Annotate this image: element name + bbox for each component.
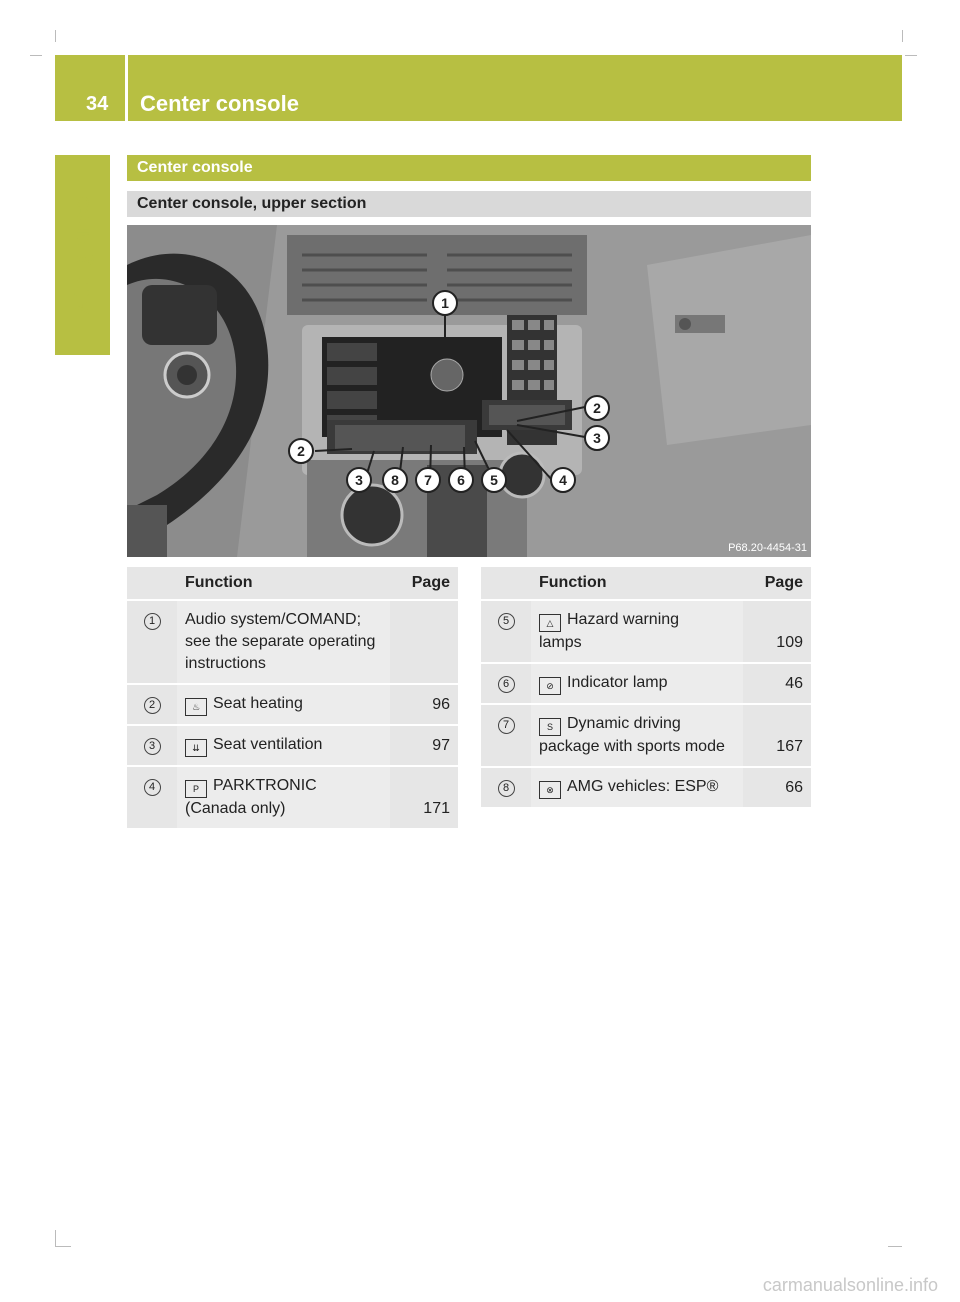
svg-text:5: 5 [490,472,498,488]
table-row [481,601,811,664]
seat-ventilation-icon: ⇊ [185,739,207,757]
center-console-photo [127,225,811,557]
photo-code: P68.20-4454-31 [728,542,807,554]
row-function [177,685,390,726]
svg-text:1: 1 [441,295,449,311]
svg-text:6: 6 [457,472,465,488]
svg-text:2: 2 [297,443,305,459]
svg-text:4: 4 [559,472,567,488]
table-row [127,767,458,830]
footer-watermark: carmanualsonline.info [762,1275,938,1295]
row-page: 167 [743,705,811,768]
function-text: package with sports mode [539,738,725,755]
row-number [481,601,531,664]
svg-text:3: 3 [355,472,363,488]
row-page: 46 [743,664,811,705]
callout-number: 4 [144,779,161,796]
row-page: 109 [743,601,811,664]
callout-number: 1 [144,613,161,630]
callout-number: 7 [498,717,515,734]
function-text: Seat heating [213,695,303,712]
function-table-right [481,567,811,809]
function-text: instructions [185,655,266,672]
col-num [127,567,177,601]
row-number [481,705,531,768]
callout-number: 6 [498,676,515,693]
subsection-title: Center console, upper section [127,191,811,217]
function-text: lamps [539,634,582,651]
row-number [127,767,177,830]
row-page: 97 [390,726,458,767]
function-text: Audio system/COMAND; [185,611,362,628]
row-page: 96 [390,685,458,726]
function-text: PARKTRONIC [213,777,317,794]
row-function [531,768,743,809]
row-page [390,601,458,685]
col-num [481,567,531,601]
row-function [177,767,390,830]
callout-number: 3 [144,738,161,755]
sport-icon: S [539,718,561,736]
svg-text:2: 2 [593,400,601,416]
row-function [531,705,743,768]
row-number [481,664,531,705]
svg-text:3: 3 [593,430,601,446]
row-number [481,768,531,809]
row-number [127,685,177,726]
function-text: Seat ventilation [213,736,323,753]
col-page: Page [743,567,811,601]
row-function [177,726,390,767]
table-row [481,768,811,809]
function-text: see the separate operating [185,633,376,650]
table-row [127,726,458,767]
svg-text:8: 8 [391,472,399,488]
col-page: Page [390,567,458,601]
table-row [127,685,458,726]
header-divider [125,55,128,121]
section-title: Center console [127,155,811,181]
esp-off-icon: ⊗ [539,781,561,799]
function-text: Dynamic driving [567,715,681,732]
row-function [177,601,390,685]
col-function: Function [177,567,390,601]
table-row [481,705,811,768]
row-page: 66 [743,768,811,809]
function-table-left [127,567,458,830]
callout-number: 5 [498,613,515,630]
function-text: (Canada only) [185,800,286,817]
function-text: Indicator lamp [567,674,668,691]
parktronic-icon: P [185,780,207,798]
row-page: 171 [390,767,458,830]
row-function [531,601,743,664]
callout-number: 8 [498,780,515,797]
function-text: AMG vehicles: ESP® [567,778,719,795]
svg-text:7: 7 [424,472,432,488]
page-title: Center console [140,91,299,116]
row-number [127,601,177,685]
row-number [127,726,177,767]
side-tab-label: At a glance [69,196,94,314]
hazard-icon: △ [539,614,561,632]
function-text: Hazard warning [567,611,680,628]
page-number: 34 [86,93,109,115]
table-row [127,601,458,685]
callout-number: 2 [144,697,161,714]
row-function [531,664,743,705]
col-function: Function [531,567,743,601]
airbag-off-icon: ⊘ [539,677,561,695]
seat-heating-icon: ♨ [185,698,207,716]
table-row [481,664,811,705]
